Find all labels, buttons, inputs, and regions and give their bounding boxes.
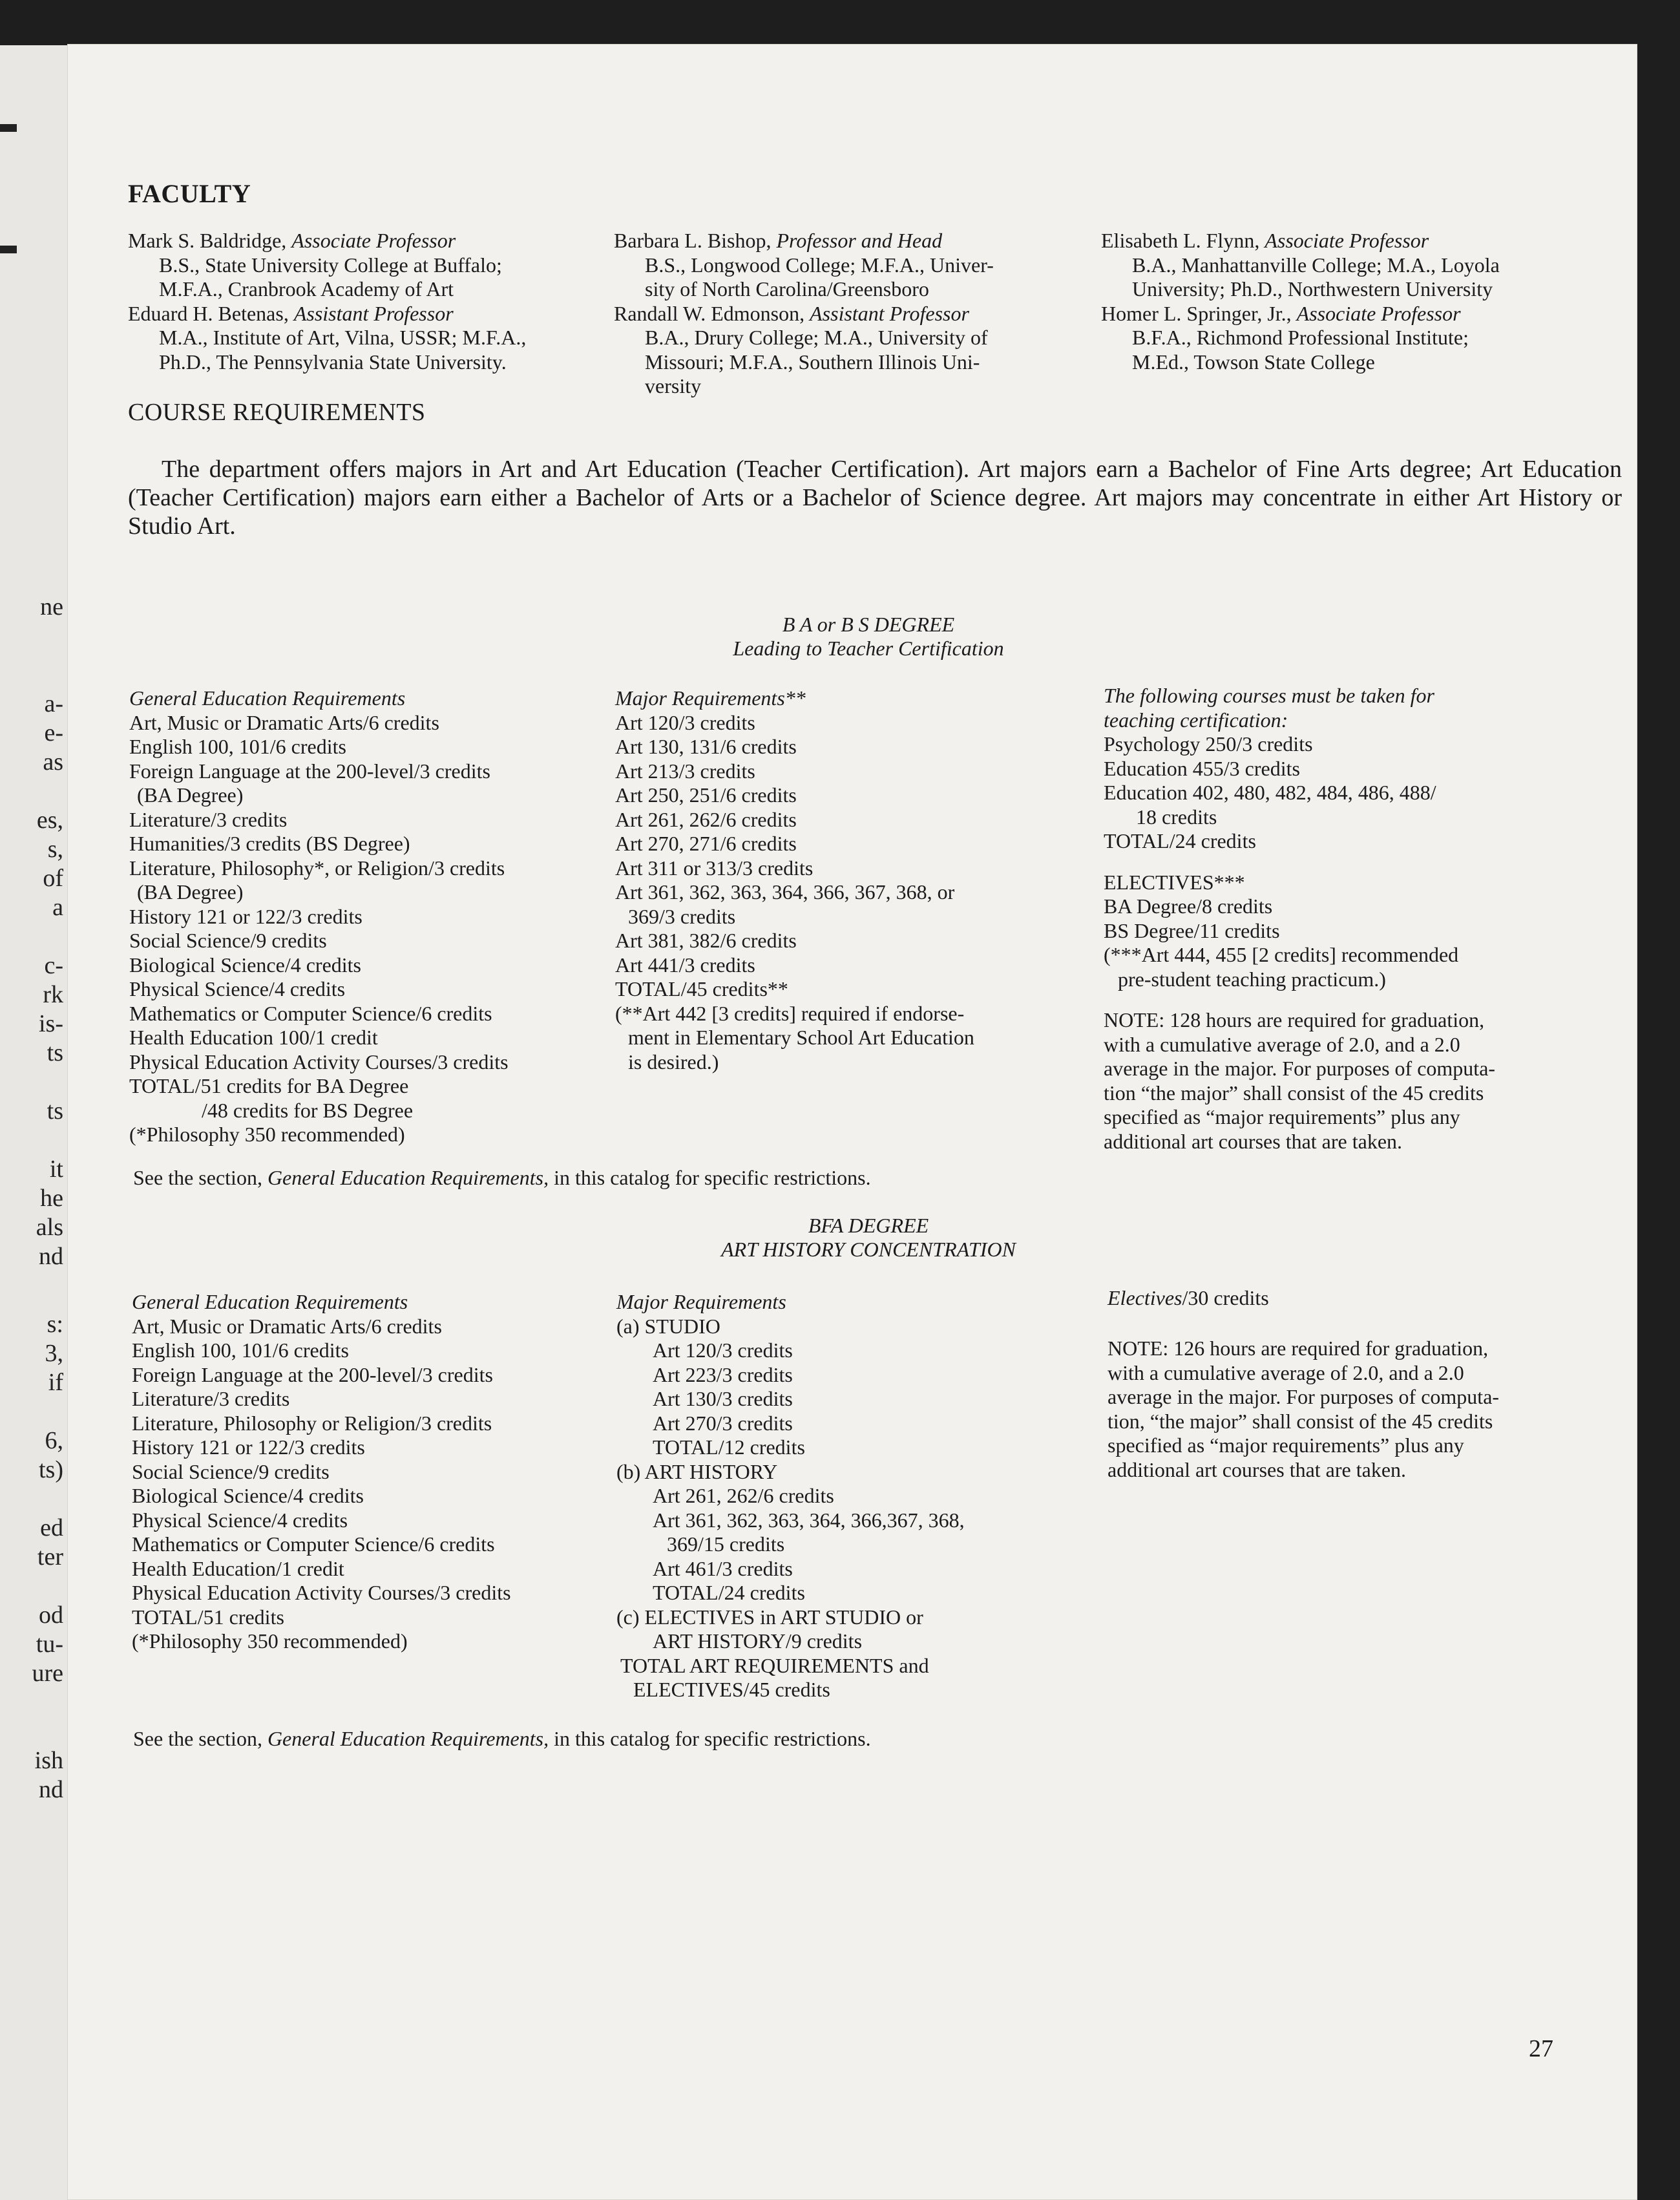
bfa-major-list xyxy=(616,1290,1108,1702)
list-item: 369/3 credits xyxy=(628,904,736,928)
prev-page-text: ter xyxy=(37,1543,63,1571)
see-text-italic: General Education Requirements, xyxy=(267,1166,549,1189)
faculty-degree: B.F.A., Richmond Professional Institute; xyxy=(1132,326,1469,349)
prev-page-text: ure xyxy=(32,1660,63,1687)
list-item: Art 130, 131/6 credits xyxy=(615,735,797,758)
list-item: Social Science/9 credits xyxy=(129,929,327,952)
faculty-degree: University; Ph.D., Northwestern University xyxy=(1132,277,1493,301)
list-item: (c) ELECTIVES in ART STUDIO or xyxy=(616,1605,923,1629)
list-item: TOTAL ART REQUIREMENTS and xyxy=(620,1653,929,1677)
prev-page-text: if xyxy=(48,1369,63,1396)
faculty-member xyxy=(614,229,1092,253)
list-item: TOTAL/24 credits xyxy=(1104,829,1256,852)
list-item: /48 credits for BS Degree xyxy=(202,1098,414,1122)
list-item: TOTAL/24 credits xyxy=(653,1581,805,1604)
faculty-degree: M.F.A., Cranbrook Academy of Art xyxy=(159,277,454,301)
list-item: Physical Education Activity Courses/3 credits xyxy=(132,1581,511,1604)
course-requirements-heading: COURSE REQUIREMENTS xyxy=(128,399,426,426)
ba-bs-certification-list xyxy=(1104,684,1621,1154)
spacer xyxy=(1104,991,1621,1008)
prev-page-text: tu- xyxy=(36,1631,63,1658)
list-heading: Major Requirements xyxy=(616,1290,786,1313)
list-item: 18 credits xyxy=(1136,805,1217,829)
faculty-column-1 xyxy=(128,229,606,374)
list-item: English 100, 101/6 credits xyxy=(129,735,346,758)
faculty-title: Assistant Professor xyxy=(293,301,454,325)
prev-page-text: 3, xyxy=(45,1340,63,1367)
list-item: Literature, Philosophy*, or Religion/3 credits xyxy=(129,856,505,880)
prev-page-text: c- xyxy=(44,952,63,979)
edge-mark xyxy=(0,246,17,253)
faculty-heading: FACULTY xyxy=(128,179,251,208)
list-item: Art 461/3 credits xyxy=(653,1556,793,1580)
note-line: tion, “the major” shall consist of the 45 credits xyxy=(1108,1409,1493,1433)
list-heading: Major Requirements** xyxy=(615,686,806,710)
list-item: (BA Degree) xyxy=(137,880,244,904)
list-item: Health Education 100/1 credit xyxy=(129,1026,378,1049)
list-item: Art 223/3 credits xyxy=(653,1362,793,1386)
see-text: See the section, xyxy=(133,1727,268,1750)
ba-bs-degree-title xyxy=(520,613,1217,661)
faculty-title: Associate Professor xyxy=(1265,229,1429,252)
note-line: with a cumulative average of 2.0, and a 2.0 xyxy=(1104,1032,1460,1056)
prev-page-text: rk xyxy=(43,981,63,1008)
list-item: (**Art 442 [3 credits] required if endorse- xyxy=(615,1001,965,1025)
bfa-see-section-note xyxy=(133,1727,871,1751)
list-item: Art 361, 362, 363, 364, 366, 367, 368, or xyxy=(615,880,955,904)
page-number: 27 xyxy=(1529,2035,1553,2062)
list-heading: The following courses must be taken for xyxy=(1104,684,1434,707)
note-line: average in the major. For purposes of computa- xyxy=(1104,1057,1496,1080)
list-heading: teaching certification: xyxy=(1104,708,1288,732)
bfa-electives xyxy=(1108,1286,1269,1311)
faculty-column-2 xyxy=(614,229,1092,399)
faculty-degree: Ph.D., The Pennsylvania State University. xyxy=(159,350,507,374)
faculty-name: Eduard H. Betenas, xyxy=(128,301,294,325)
faculty-name: Elisabeth L. Flynn, xyxy=(1101,229,1265,252)
prev-page-text: of xyxy=(43,865,63,892)
list-item: Art 261, 262/6 credits xyxy=(615,807,797,831)
prev-page-text: s, xyxy=(47,836,63,863)
list-item: Biological Science/4 credits xyxy=(129,953,361,977)
faculty-member xyxy=(128,302,606,326)
list-item: (b) ART HISTORY xyxy=(616,1459,778,1483)
note-line: specified as “major requirements” plus any xyxy=(1108,1433,1464,1457)
faculty-title: Associate Professor xyxy=(1296,301,1461,325)
prev-page-text: s: xyxy=(47,1311,63,1338)
list-item: Literature/3 credits xyxy=(129,807,288,831)
list-item: TOTAL/51 credits for BA Degree xyxy=(129,1074,409,1097)
list-item: TOTAL/51 credits xyxy=(132,1605,284,1629)
list-item: Literature, Philosophy or Religion/3 credits xyxy=(132,1411,492,1435)
ba-bs-gen-ed-list xyxy=(129,686,607,1147)
list-item: ment in Elementary School Art Education xyxy=(628,1026,974,1049)
note-line: additional art courses that are taken. xyxy=(1104,1129,1403,1153)
prev-page-text: a- xyxy=(44,690,63,717)
course-requirements-intro: The department offers majors in Art and Art Education (Teacher Certification). Art majors earn a Bachelor of Fine Arts degree; Art Education (Teacher Certification) majors earn either a Bachelor of Arts or a Bachelor of Science degree. Art majors may concentrate in either Art History or Studio Art. xyxy=(128,456,1622,540)
prev-page-text: he xyxy=(40,1185,63,1212)
prev-page-text: 6, xyxy=(45,1427,63,1454)
degree-title: B A or B S DEGREE xyxy=(782,613,955,636)
prev-page-text: ish xyxy=(34,1747,63,1774)
list-item: Art 250, 251/6 credits xyxy=(615,783,797,807)
prev-page-text: ed xyxy=(40,1514,63,1541)
list-item: Art 311 or 313/3 credits xyxy=(615,856,814,880)
list-item: Social Science/9 credits xyxy=(132,1459,330,1483)
list-item: Foreign Language at the 200-level/3 credits xyxy=(129,759,490,783)
list-item: TOTAL/45 credits** xyxy=(615,977,788,1000)
list-item: Art 120/3 credits xyxy=(615,710,755,734)
prev-page-text: as xyxy=(43,748,63,776)
prev-page-text: es, xyxy=(36,807,63,834)
note-line: NOTE: 126 hours are required for graduation, xyxy=(1108,1337,1489,1360)
list-item: (a) STUDIO xyxy=(616,1314,720,1338)
prev-page-text: ne xyxy=(40,593,63,620)
faculty-degree: versity xyxy=(645,374,702,397)
previous-page-edge xyxy=(0,45,67,2200)
list-item: Education 402, 480, 482, 484, 486, 488/ xyxy=(1104,781,1436,804)
faculty-title: Assistant Professor xyxy=(810,301,969,325)
faculty-title: Associate Professor xyxy=(291,229,456,252)
ba-bs-major-list xyxy=(615,686,1093,1074)
faculty-degree: B.A., Manhattanville College; M.A., Loyola xyxy=(1132,253,1500,277)
faculty-member xyxy=(614,302,1092,326)
faculty-member xyxy=(1101,302,1605,326)
note-line: specified as “major requirements” plus any xyxy=(1104,1105,1460,1128)
faculty-member xyxy=(128,229,606,253)
prev-page-text: ts xyxy=(47,1097,63,1125)
faculty-title: Professor and Head xyxy=(776,229,943,252)
list-item: BS Degree/11 credits xyxy=(1104,918,1280,942)
electives-credits: /30 credits xyxy=(1182,1286,1269,1309)
faculty-degree: B.S., State University College at Buffalo; xyxy=(159,253,502,277)
list-item: (BA Degree) xyxy=(137,783,244,807)
degree-subtitle: ART HISTORY CONCENTRATION xyxy=(721,1238,1016,1261)
list-item: Art 130/3 credits xyxy=(653,1387,793,1410)
see-text: in this catalog for specific restrictions. xyxy=(549,1166,871,1189)
list-item: Physical Science/4 credits xyxy=(129,977,346,1000)
list-item: BA Degree/8 credits xyxy=(1104,894,1273,918)
list-item: TOTAL/12 credits xyxy=(653,1435,805,1459)
list-item: Art 120/3 credits xyxy=(653,1338,793,1362)
list-heading: General Education Requirements xyxy=(132,1290,408,1313)
see-text-italic: General Education Requirements, xyxy=(267,1727,549,1750)
prev-page-text: e- xyxy=(44,719,63,746)
list-item: History 121 or 122/3 credits xyxy=(129,904,362,928)
list-item: Foreign Language at the 200-level/3 credits xyxy=(132,1362,493,1386)
list-item: Art 213/3 credits xyxy=(615,759,755,783)
list-item: pre-student teaching practicum.) xyxy=(1118,967,1386,991)
prev-page-text: als xyxy=(36,1214,63,1241)
prev-page-text: it xyxy=(49,1156,63,1183)
list-item: is desired.) xyxy=(628,1050,719,1074)
faculty-name: Randall W. Edmonson, xyxy=(614,301,810,325)
edge-mark xyxy=(0,124,17,132)
prev-page-text: nd xyxy=(39,1776,63,1803)
faculty-column-3 xyxy=(1101,229,1605,374)
spacer xyxy=(1104,854,1621,871)
faculty-degree: M.Ed., Towson State College xyxy=(1132,350,1375,374)
prev-page-text: a xyxy=(52,894,63,921)
degree-subtitle: Leading to Teacher Certification xyxy=(733,637,1004,660)
note-line: average in the major. For purposes of computa- xyxy=(1108,1385,1500,1408)
list-item: Physical Education Activity Courses/3 credits xyxy=(129,1050,509,1074)
list-item: Mathematics or Computer Science/6 credits xyxy=(129,1001,492,1025)
list-item: Art 441/3 credits xyxy=(615,953,755,977)
see-text: in this catalog for specific restrictions. xyxy=(549,1727,871,1750)
list-item: Art 261, 262/6 credits xyxy=(653,1484,834,1507)
list-item: ART HISTORY/9 credits xyxy=(653,1629,863,1653)
list-item: (*Philosophy 350 recommended) xyxy=(132,1629,408,1653)
degree-title: BFA DEGREE xyxy=(808,1214,929,1237)
note-line: additional art courses that are taken. xyxy=(1108,1457,1407,1481)
list-item: (*Philosophy 350 recommended) xyxy=(129,1123,405,1146)
list-item: Literature/3 credits xyxy=(132,1387,290,1410)
note-line: with a cumulative average of 2.0, and a 2.0 xyxy=(1108,1360,1464,1384)
prev-page-text: is- xyxy=(39,1010,63,1037)
list-item: Art 270, 271/6 credits xyxy=(615,832,797,855)
electives-label: Electives xyxy=(1108,1286,1182,1309)
faculty-name: Homer L. Springer, Jr., xyxy=(1101,301,1297,325)
list-item: Art 381, 382/6 credits xyxy=(615,929,797,952)
list-item: Psychology 250/3 credits xyxy=(1104,732,1313,756)
faculty-degree: B.A., Drury College; M.A., University of xyxy=(645,326,988,349)
list-item: 369/15 credits xyxy=(667,1532,785,1556)
list-item: Mathematics or Computer Science/6 credits xyxy=(132,1532,495,1556)
list-item: Art, Music or Dramatic Arts/6 credits xyxy=(129,710,439,734)
list-item: Art, Music or Dramatic Arts/6 credits xyxy=(132,1314,442,1338)
prev-page-text: nd xyxy=(39,1243,63,1270)
list-item: Education 455/3 credits xyxy=(1104,756,1300,780)
note-line: tion “the major” shall consist of the 45 credits xyxy=(1104,1081,1484,1105)
faculty-member xyxy=(1101,229,1605,253)
list-item: English 100, 101/6 credits xyxy=(132,1338,349,1362)
bfa-gen-ed-list xyxy=(132,1290,610,1654)
list-item: Biological Science/4 credits xyxy=(132,1484,364,1507)
bfa-note xyxy=(1108,1337,1612,1482)
list-item: Health Education/1 credit xyxy=(132,1556,344,1580)
list-item: (***Art 444, 455 [2 credits] recommended xyxy=(1104,943,1459,966)
list-item: Art 361, 362, 363, 364, 366,367, 368, xyxy=(653,1508,965,1532)
note-line: NOTE: 128 hours are required for graduation, xyxy=(1104,1008,1485,1031)
list-item: Art 270/3 credits xyxy=(653,1411,793,1435)
catalog-page xyxy=(67,44,1637,2200)
faculty-degree: Missouri; M.F.A., Southern Illinois Uni- xyxy=(645,350,980,374)
faculty-name: Mark S. Baldridge, xyxy=(128,229,292,252)
ba-bs-see-section-note xyxy=(133,1166,871,1190)
list-item: History 121 or 122/3 credits xyxy=(132,1435,365,1459)
prev-page-text: od xyxy=(39,1602,63,1629)
faculty-name: Barbara L. Bishop, xyxy=(614,229,777,252)
see-text: See the section, xyxy=(133,1166,268,1189)
prev-page-text: ts) xyxy=(39,1456,63,1483)
faculty-degree: B.S., Longwood College; M.F.A., Univer- xyxy=(645,253,994,277)
bfa-degree-title xyxy=(520,1214,1217,1262)
list-item: Humanities/3 credits (BS Degree) xyxy=(129,832,410,855)
list-item: ELECTIVES*** xyxy=(1104,870,1245,894)
list-item: Physical Science/4 credits xyxy=(132,1508,348,1532)
faculty-degree: sity of North Carolina/Greensboro xyxy=(645,277,929,301)
list-heading: General Education Requirements xyxy=(129,686,406,710)
faculty-degree: M.A., Institute of Art, Vilna, USSR; M.F.A., xyxy=(159,326,527,349)
prev-page-text: ts xyxy=(47,1039,63,1066)
list-item: ELECTIVES/45 credits xyxy=(633,1678,830,1701)
